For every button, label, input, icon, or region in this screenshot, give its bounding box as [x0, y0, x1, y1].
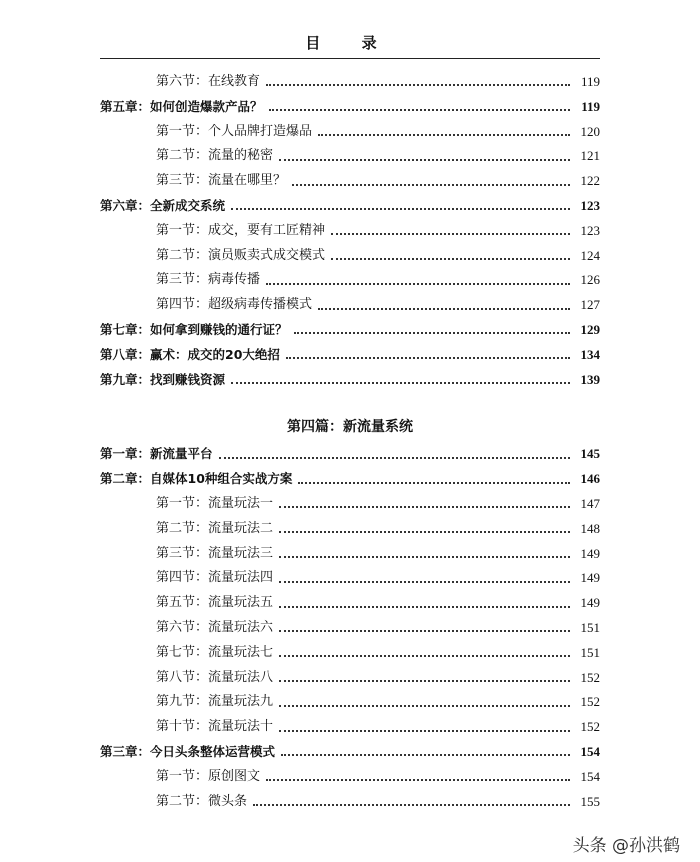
toc-entry-sub	[100, 566, 600, 591]
toc-page-number: 148	[580, 520, 600, 536]
toc-entry-title: 第三节：病毒传播	[156, 272, 261, 288]
toc-entry-title: 第七节：流量玩法七	[156, 644, 274, 660]
toc-page-number: 129	[580, 321, 600, 337]
toc-entry-title: 第十节：流量玩法十	[156, 719, 274, 735]
toc-page-number: 149	[580, 570, 600, 586]
toc-leader-dots	[279, 705, 570, 707]
toc-page-number: 119	[580, 74, 600, 89]
toc-entry-sub	[100, 70, 600, 95]
toc-entry-title: 第二节：微头条	[156, 793, 248, 809]
toc-entry-sub	[100, 690, 600, 715]
toc-leader-dots	[266, 779, 570, 781]
toc-entry-chapter	[100, 740, 600, 765]
toc-entry-sub	[100, 144, 600, 169]
toc-page-number: 119	[581, 98, 600, 114]
toc-entry-sub	[100, 790, 600, 815]
toc-page-number: 139	[580, 371, 600, 387]
toc-entry-title: 第六节：在线教育	[156, 74, 261, 89]
toc-entry-title: 第二节：流量玩法二	[156, 520, 274, 536]
toc-entry-chapter	[100, 467, 600, 492]
toc-leader-dots	[279, 730, 570, 732]
toc-page-number: 145	[580, 446, 600, 462]
toc-entry-chapter	[100, 368, 600, 393]
toc-page-number: 126	[580, 272, 600, 288]
part-title-text: 第四篇：新流量系统	[287, 419, 413, 436]
page-title: 目 录	[305, 34, 395, 52]
toc-entry-sub	[100, 715, 600, 740]
toc-entry-sub	[100, 591, 600, 616]
toc-page-number: 122	[580, 173, 600, 189]
toc-entry-title: 第八节：流量玩法八	[156, 669, 274, 685]
toc-page-number: 152	[580, 669, 600, 685]
toc-entry-sub	[100, 641, 600, 666]
toc-leader-dots	[279, 556, 570, 558]
toc-leader-dots	[266, 84, 570, 86]
toc-entry-sub	[100, 616, 600, 641]
toc-page-number: 152	[580, 694, 600, 710]
toc-page-number: 124	[580, 247, 600, 263]
toc-page-number: 146	[580, 471, 600, 487]
toc-page-number: 121	[580, 148, 600, 164]
toc-entry-title: 第六节：流量玩法六	[156, 619, 274, 635]
toc-leader-dots	[219, 457, 570, 459]
toc-entry-title: 第九节：流量玩法九	[156, 694, 274, 710]
toc-page-number: 149	[580, 595, 600, 611]
toc-page-number: 151	[580, 619, 600, 635]
toc-entry-sub	[100, 517, 600, 542]
toc-entry-sub	[100, 542, 600, 567]
toc-entry-chapter	[100, 318, 600, 343]
part-title	[100, 392, 600, 442]
toc-entry-sub	[100, 169, 600, 194]
toc-entry-title: 第一节：流量玩法一	[156, 495, 274, 511]
header-rule	[100, 58, 600, 59]
toc-entry-title: 第二节：演员贩卖式成交模式	[156, 247, 326, 263]
toc-entry-chapter	[100, 95, 600, 120]
toc-entry-sub	[100, 268, 600, 293]
toc-entry-title: 第七章：如何拿到赚钱的通行证？	[100, 321, 288, 337]
toc-page-number: 123	[580, 222, 600, 238]
toc-entry-sub	[100, 219, 600, 244]
toc-leader-dots	[281, 754, 570, 756]
toc-entry-title: 第一节：原创图文	[156, 768, 261, 784]
toc-leader-dots	[279, 606, 570, 608]
toc-entry-title: 第五章：如何创造爆款产品？	[100, 98, 263, 114]
toc-entry-sub	[100, 244, 600, 269]
toc-leader-dots	[279, 159, 570, 161]
toc-entry-chapter	[100, 442, 600, 467]
toc-entry-title: 第六章：全新成交系统	[100, 197, 226, 213]
toc-leader-dots	[269, 109, 570, 111]
toc-leader-dots	[253, 804, 570, 806]
toc-entry-chapter	[100, 194, 600, 219]
toc-page-number: 151	[580, 644, 600, 660]
toc-page-number: 152	[580, 719, 600, 735]
toc-entry-title: 第四节：流量玩法四	[156, 570, 274, 586]
toc-leader-dots	[292, 184, 570, 186]
toc-entry-sub	[100, 293, 600, 318]
toc-page-number: 120	[580, 123, 600, 139]
toc-leader-dots	[331, 233, 570, 235]
toc-page-number: 154	[580, 743, 600, 759]
toc-entry-title: 第二节：流量的秘密	[156, 148, 274, 164]
table-of-contents	[100, 70, 600, 814]
toc-entry-title: 第三节：流量在哪里？	[156, 173, 287, 189]
toc-page-number: 127	[580, 297, 600, 313]
toc-leader-dots	[279, 680, 570, 682]
toc-leader-dots	[318, 134, 570, 136]
toc-section-2	[100, 442, 600, 814]
toc-leader-dots	[279, 531, 570, 533]
toc-leader-dots	[318, 308, 570, 310]
toc-page-number: 149	[580, 545, 600, 561]
toc-entry-title: 第三节：流量玩法三	[156, 545, 274, 561]
toc-leader-dots	[298, 482, 570, 484]
toc-page-number: 155	[580, 793, 600, 809]
toc-entry-title: 第一节：个人品牌打造爆品	[156, 123, 313, 139]
toc-section-1	[100, 70, 600, 392]
toc-entry-title: 第八章：赢术：成交的20大绝招	[100, 346, 280, 362]
toc-entry-title: 第五节：流量玩法五	[156, 595, 274, 611]
toc-leader-dots	[231, 208, 570, 210]
toc-entry-title: 第一节：成交，要有工匠精神	[156, 222, 326, 238]
toc-leader-dots	[331, 258, 570, 260]
toc-leader-dots	[231, 382, 570, 384]
toc-leader-dots	[279, 581, 570, 583]
toc-entry-sub	[100, 120, 600, 145]
toc-leader-dots	[266, 283, 570, 285]
toc-entry-title: 第三章：今日头条整体运营模式	[100, 743, 276, 759]
toc-leader-dots	[279, 655, 570, 657]
toc-page-number: 123	[580, 197, 600, 213]
toc-entry-title: 第九章：找到赚钱资源	[100, 371, 226, 387]
toc-entry-title: 第一章：新流量平台	[100, 446, 213, 462]
toc-entry-chapter	[100, 343, 600, 368]
toc-entry-sub	[100, 666, 600, 691]
watermark-text: 头条 @孙洪鹤	[572, 836, 680, 856]
toc-entry-title: 第二章：自媒体10种组合实战方案	[100, 471, 293, 487]
toc-leader-dots	[294, 332, 570, 334]
toc-page-number: 134	[580, 346, 600, 362]
toc-leader-dots	[279, 630, 570, 632]
toc-leader-dots	[286, 357, 570, 359]
toc-page-number: 154	[580, 768, 600, 784]
toc-entry-title: 第四节：超级病毒传播模式	[156, 297, 313, 313]
toc-page-number: 147	[580, 495, 600, 511]
toc-entry-sub	[100, 765, 600, 790]
toc-leader-dots	[279, 506, 570, 508]
toc-entry-sub	[100, 492, 600, 517]
